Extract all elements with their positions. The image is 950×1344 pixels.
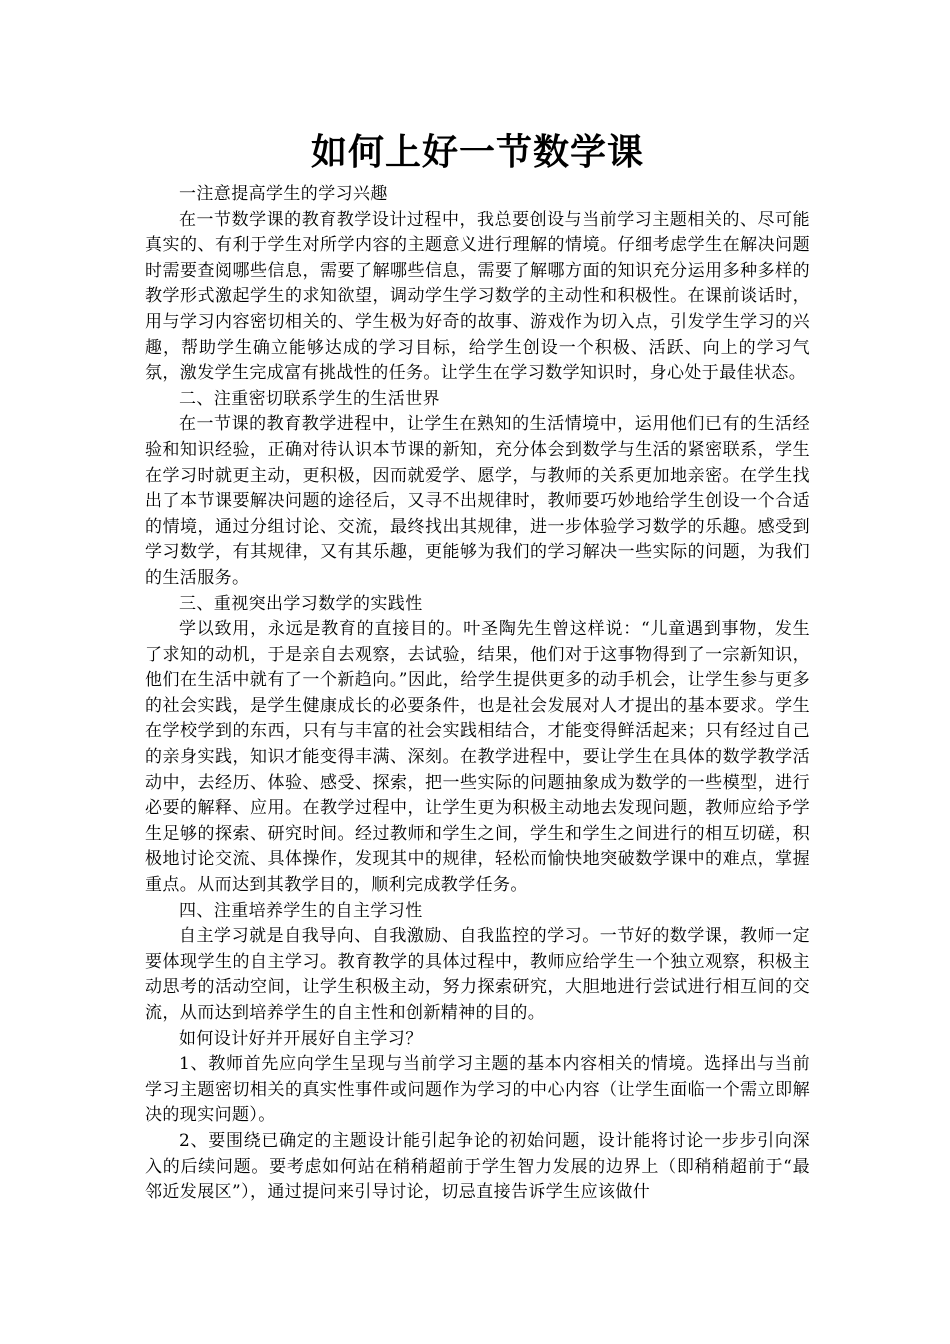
section-heading: 四、注重培养学生的自主学习性 <box>179 900 423 921</box>
body-paragraph: 在一节数学课的教育教学设计过程中，我总要创设与当前学习主题相关的、尽可能真实的、有利于学生对所学内容的主题意义进行理解的情境。仔细考虑学生在解决问题时需要查阅哪些信息，需要了解哪些信息，需要了解哪方面的知识充分运用多种多样的教学形式激起学生的求知欲望，调动学生学习数学的主动性和积极性。在课前谈话时，用与学习内容密切相关的、学生极为好奇的故事、游戏作为切入点，引发学生学习的兴趣，帮助学生确立能够达成的学习目标，给学生创设一个积极、活跃、向上的学习气氛，激发学生完成富有挑战性的任务。让学生在学习数学知识时，身心处于最佳状态。 <box>145 209 810 384</box>
document-page <box>145 128 810 1206</box>
subsection-heading: 如何设计好并开展好自主学习？ <box>179 1028 423 1049</box>
document-title: 如何上好一节数学课 <box>310 131 644 173</box>
document-body <box>145 182 810 1206</box>
body-paragraph: 2、要围绕已确定的主题设计能引起争论的初始问题，设计能将讨论一步步引向深入的后续问题。要考虑如何站在稍稍超前于学生智力发展的边界上（即稍稍超前于“最邻近发展区”），通过提问来引导讨论，切忌直接告诉学生应该做什 <box>145 1130 810 1203</box>
section-heading: 一注意提高学生的学习兴趣 <box>179 184 388 204</box>
body-paragraph: 学以致用，永远是教育的直接目的。叶圣陶先生曾这样说：“儿童遇到事物，发生了求知的动机，于是亲自去观察，去试验，结果，他们对于这事物得到了一宗新知识，他们在生活中就有了一个新趋向。”因此，给学生提供更多的动手机会，让学生参与更多的社会实践，是学生健康成长的必要条件，也是社会发展对人才提出的基本要求。学生在学校学到的东西，只有与丰富的社会实践相结合，才能变得鲜活起来；只有经过自己的亲身实践，知识才能变得丰满、深刻。在教学进程中，要让学生在具体的数学教学活动中，去经历、体验、感受、探索，把一些实际的问题抽象成为数学的一些模型，进行必要的解释、应用。在教学过程中，让学生更为积极主动地去发现问题，教师应给予学生足够的探索、研究时间。经过教师和学生之间，学生和学生之间进行的相互切磋，积极地讨论交流、具体操作，发现其中的规律，轻松而愉快地突破数学课中的难点，掌握重点。从而达到其教学目的，顺利完成教学任务。 <box>145 619 810 896</box>
section-heading: 二、注重密切联系学生的生活世界 <box>179 388 440 409</box>
section-heading: 三、重视突出学习数学的实践性 <box>179 593 423 614</box>
body-paragraph: 1、教师首先应向学生呈现与当前学习主题的基本内容相关的情境。选择出与当前学习主题密切相关的真实性事件或问题作为学习的中心内容（让学生面临一个需立即解决的现实问题）。 <box>145 1054 810 1126</box>
body-paragraph: 在一节课的教育教学进程中，让学生在熟知的生活情境中，运用他们已有的生活经验和知识经验，正确对待认识本节课的新知，充分体会到数学与生活的紧密联系，学生在学习时就更主动，更积极，因而就爱学、愿学，与教师的关系更加地亲密。在学生找出了本节课要解决问题的途径后，又寻不出规律时，教师要巧妙地给学生创设一个合适的情境，通过分组讨论、交流，最终找出其规律，进一步体验学习数学的乐趣。感受到学习数学，有其规律，又有其乐趣，更能够为我们的学习解决一些实际的问题，为我们的生活服务。 <box>145 414 810 588</box>
body-paragraph: 自主学习就是自我导向、自我激励、自我监控的学习。一节好的数学课，教师一定要体现学生的自主学习。教育教学的具体过程中，教师应给学生一个独立观察，积极主动思考的活动空间，让学生积极主动，努力探索研究，大胆地进行尝试进行相互间的交流，从而达到培养学生的自主性和创新精神的目的。 <box>145 926 810 1023</box>
